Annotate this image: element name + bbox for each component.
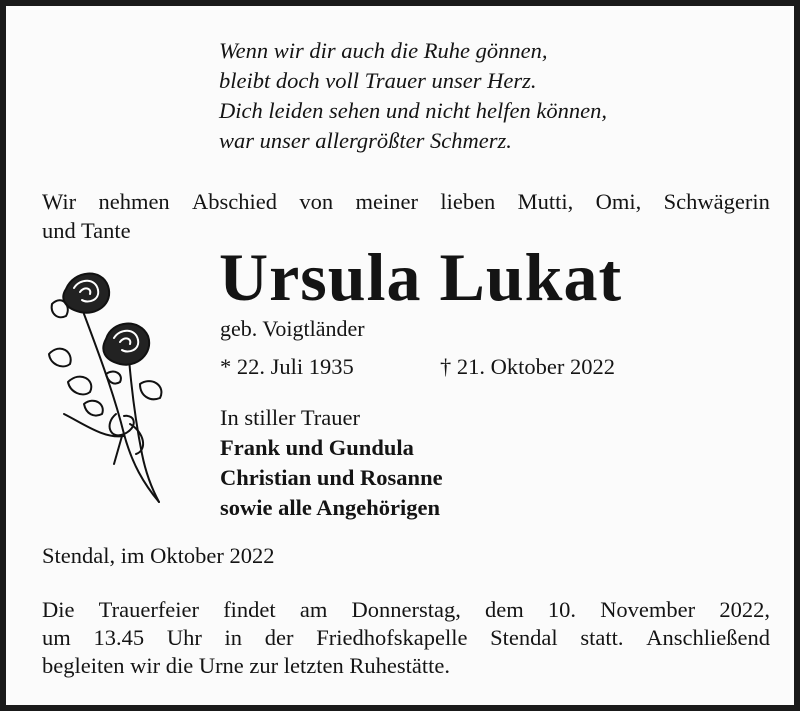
farewell-intro (42, 187, 770, 245)
birth-name: geb. Voigtländer (220, 316, 365, 341)
intro-word: Omi, (595, 189, 642, 214)
place-date: Stendal, im Oktober 2022 (42, 543, 275, 568)
funeral-word: Uhr (166, 625, 202, 650)
mourner-name: Frank und Gundula (220, 435, 414, 460)
intro-word: Abschied (192, 189, 278, 214)
poem-line: Dich leiden sehen und nicht helfen können, (219, 98, 608, 123)
mourners (220, 403, 443, 523)
funeral-word: am (299, 597, 328, 622)
funeral-word: dem (485, 597, 524, 622)
funeral-word: November (600, 597, 696, 622)
poem-line: bleibt doch voll Trauer unser Herz. (219, 68, 537, 93)
funeral-word: 2022, (719, 597, 770, 622)
birth-date: * 22. Juli 1935 (220, 354, 354, 379)
funeral-word: Stendal (490, 625, 558, 650)
funeral-word: Friedhofskapelle (316, 625, 468, 650)
deceased-name: Ursula Lukat (219, 239, 623, 315)
intro-word: Wir (42, 189, 77, 214)
death-date: † 21. Oktober 2022 (440, 354, 615, 379)
funeral-word: Die (42, 597, 75, 622)
intro-word: von (299, 189, 334, 214)
intro-line (42, 187, 770, 216)
funeral-word: um (42, 625, 71, 650)
funeral-word: Anschließend (646, 625, 770, 650)
funeral-word: Trauerfeier (98, 597, 200, 622)
intro-word: meiner (355, 189, 418, 214)
rose-icon (44, 264, 174, 504)
funeral-line (42, 596, 770, 624)
funeral-word: in (224, 625, 243, 650)
funeral-word: 10. (547, 597, 577, 622)
intro-word: nehmen (98, 189, 170, 214)
mourners-heading: In stiller Trauer (220, 405, 360, 430)
poem-line: war unser allergrößter Schmerz. (219, 128, 512, 153)
intro-word: Schwägerin (663, 189, 770, 214)
mourner-name: sowie alle Angehörigen (220, 495, 440, 520)
funeral-word: 13.45 (93, 625, 145, 650)
poem (219, 36, 607, 156)
funeral-line (42, 624, 770, 652)
intro-word: Mutti, (517, 189, 574, 214)
funeral-word: findet (223, 597, 276, 622)
intro-word: lieben (440, 189, 496, 214)
intro-line: und Tante (42, 218, 131, 243)
funeral-word: statt. (580, 625, 624, 650)
funeral-word: Donnerstag, (351, 597, 461, 622)
mourner-name: Christian und Rosanne (220, 465, 443, 490)
life-dates (220, 352, 615, 382)
funeral-word: der (264, 625, 294, 650)
poem-line: Wenn wir dir auch die Ruhe gönnen, (219, 38, 548, 63)
funeral-info (42, 596, 770, 680)
funeral-line: begleiten wir die Urne zur letzten Ruhestätte. (42, 653, 450, 678)
